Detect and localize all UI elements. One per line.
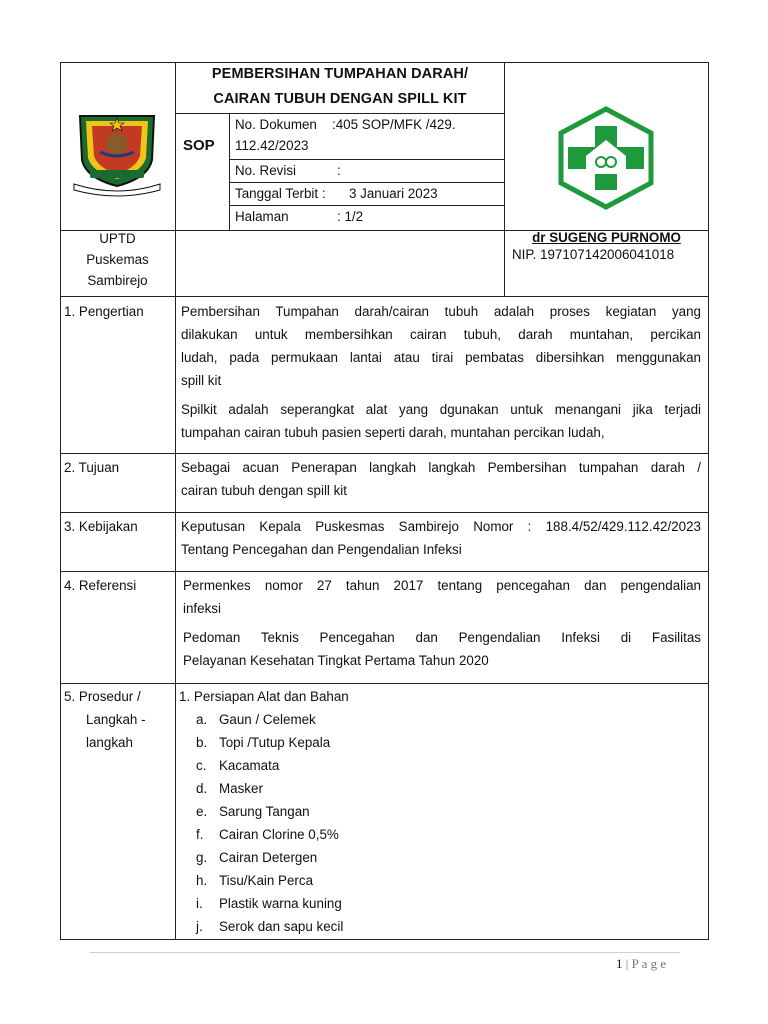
page-value: : 1/2 xyxy=(337,209,364,224)
list-item xyxy=(196,892,496,915)
list-item-letter: e. xyxy=(196,804,208,819)
list-item-text: Serok dan sapu kecil xyxy=(219,919,344,934)
list-item xyxy=(196,915,496,938)
list-item-text: Tisu/Kain Perca xyxy=(219,873,314,888)
issue-date-label: Tanggal Terbit : xyxy=(235,186,326,201)
tujuan-line: Sebagai acuan Penerapan langkah langkah Pembersihan tumpahan darah / xyxy=(181,460,701,475)
list-item xyxy=(196,754,496,777)
list-item xyxy=(196,869,496,892)
list-item-letter: h. xyxy=(196,873,208,888)
section-label-pengertian: 1. Pengertian xyxy=(64,304,144,319)
kebijakan-line: Keputusan Kepala Puskesmas Sambirejo Nomor : 188.4/52/429.112.42/2023 xyxy=(181,519,701,534)
sop-label: SOP xyxy=(183,137,215,154)
kebijakan-body xyxy=(181,515,701,561)
footer-page-number: 1 xyxy=(616,956,623,971)
list-item-text: Sarung Tangan xyxy=(219,804,310,819)
prosedur-label-line: Langkah - xyxy=(86,712,146,727)
pengertian-body xyxy=(181,300,701,444)
org-line-1: UPTD xyxy=(99,231,136,246)
list-item-letter: a. xyxy=(196,712,208,727)
section-label-tujuan: 2. Tujuan xyxy=(64,460,120,475)
list-item xyxy=(196,800,496,823)
tujuan-body xyxy=(181,456,701,502)
revision-value: : xyxy=(337,163,341,178)
section-label-referensi: 4. Referensi xyxy=(64,578,137,593)
org-line-3: Sambirejo xyxy=(87,273,148,288)
issue-date-value: 3 Januari 2023 xyxy=(349,186,438,201)
regional-emblem-logo xyxy=(70,108,164,198)
prosedur-heading: 1. Persiapan Alat dan Bahan xyxy=(179,689,349,704)
page-footer xyxy=(616,956,666,972)
pengertian-line: spill kit xyxy=(181,373,222,388)
doc-number-value-continued: 112.42/2023 xyxy=(235,138,309,153)
list-item-letter: b. xyxy=(196,735,208,750)
referensi-line: Pedoman Teknis Pencegahan dan Pengendalian Infeksi di Fasilitas xyxy=(183,630,701,645)
doc-number-value: :405 SOP/MFK /429. xyxy=(332,117,456,132)
puskesmas-logo xyxy=(554,106,658,210)
section-label-kebijakan: 3. Kebijakan xyxy=(64,519,138,534)
list-item xyxy=(196,823,496,846)
list-item-text: Cairan Detergen xyxy=(219,850,318,865)
section-label-prosedur xyxy=(64,685,146,754)
footer-page-word: | P a g e xyxy=(625,956,667,971)
signer-nip: NIP. 197107142006041018 xyxy=(512,247,675,262)
list-item-text: Topi /Tutup Kepala xyxy=(219,735,331,750)
list-item-letter: i. xyxy=(196,896,203,911)
referensi-body xyxy=(183,574,701,672)
list-item-letter: j. xyxy=(196,919,203,934)
list-item-letter: d. xyxy=(196,781,208,796)
list-item-text: Cairan Clorine 0,5% xyxy=(219,827,339,842)
referensi-line: Permenkes nomor 27 tahun 2017 tentang pencegahan dan pengendalian xyxy=(183,578,701,593)
list-item-text: Kacamata xyxy=(219,758,280,773)
footer-divider xyxy=(90,952,680,953)
revision-label: No. Revisi xyxy=(235,163,297,178)
list-item xyxy=(196,731,496,754)
pengertian-line: Spilkit adalah seperangkat alat yang dgunakan untuk menangani jika terjadi xyxy=(181,402,701,417)
list-item-text: Masker xyxy=(219,781,263,796)
referensi-line: Pelayanan Kesehatan Tingkat Pertama Tahun 2020 xyxy=(183,653,489,668)
pengertian-line: tumpahan cairan tubuh pasien seperti darah, muntahan percikan ludah, xyxy=(181,425,605,440)
org-line-2: Puskemas xyxy=(86,252,149,267)
prosedur-item-list xyxy=(196,708,496,938)
list-item-letter: f. xyxy=(196,827,204,842)
organization-name xyxy=(60,228,175,291)
list-item-text: Gaun / Celemek xyxy=(219,712,316,727)
list-item xyxy=(196,846,496,869)
pengertian-line: Pembersihan Tumpahan darah/cairan tubuh adalah proses kegiatan yang xyxy=(181,304,701,319)
tujuan-line: cairan tubuh dengan spill kit xyxy=(181,483,348,498)
pengertian-line: dilakukan untuk membersihkan cairan tubuh, darah muntahan, percikan xyxy=(181,327,701,342)
list-item-letter: c. xyxy=(196,758,207,773)
list-item-text: Plastik warna kuning xyxy=(219,896,342,911)
referensi-line: infeksi xyxy=(183,601,221,616)
list-item-letter: g. xyxy=(196,850,208,865)
prosedur-label-line: langkah xyxy=(86,735,133,750)
pengertian-line: ludah, pada permukaan lantai atau tirai pembatas dibersihkan menggunakan xyxy=(181,350,701,365)
document-title-line2: CAIRAN TUBUH DENGAN SPILL KIT xyxy=(213,91,467,107)
document-title-line1: PEMBERSIHAN TUMPAHAN DARAH/ xyxy=(211,66,469,82)
page-label: Halaman xyxy=(235,209,289,224)
signer-name: dr SUGENG PURNOMO xyxy=(532,230,681,245)
list-item xyxy=(196,708,496,731)
prosedur-label-line: 5. Prosedur / xyxy=(64,689,141,704)
kebijakan-line: Tentang Pencegahan dan Pengendalian Infeksi xyxy=(181,542,462,557)
doc-number-label: No. Dokumen xyxy=(235,117,317,132)
list-item xyxy=(196,777,496,800)
